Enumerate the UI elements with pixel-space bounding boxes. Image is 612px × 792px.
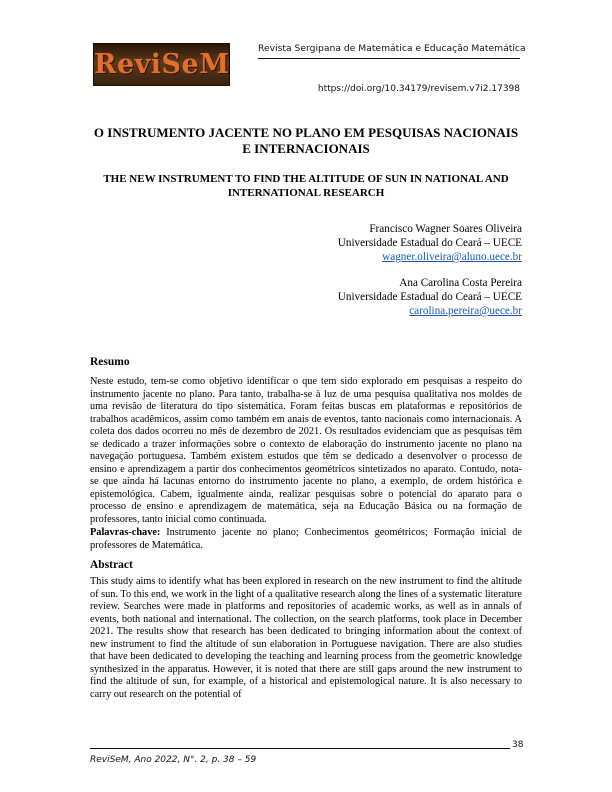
title-english: THE NEW INSTRUMENT TO FIND THE ALTITUDE OF SUN IN NATIONAL AND INTERNATIONAL RESEARCH bbox=[103, 173, 509, 199]
author-affiliation: Universidade Estadual do Ceará – UECE bbox=[337, 237, 522, 249]
keywords-paragraph bbox=[90, 527, 522, 552]
author-email-link[interactable]: carolina.pereira@uece.br bbox=[409, 305, 522, 317]
keywords-label: Palavras-chave: bbox=[90, 527, 161, 538]
doi-link[interactable]: https://doi.org/10.34179/revisem.v7i2.17398 bbox=[317, 84, 520, 94]
author-affiliation: Universidade Estadual do Ceará – UECE bbox=[337, 291, 522, 303]
footer-citation: ReviSeM, Ano 2022, N°. 2, p. 38 – 59 bbox=[90, 755, 257, 765]
author-name: Francisco Wagner Soares Oliveira bbox=[369, 223, 522, 235]
keywords-text: Instrumento jacente no plano; Conhecimentos geométricos; Formação inicial de professores de Matemática. bbox=[90, 527, 522, 551]
abstract-body: This study aims to identify what has been explored in research on the new instrument to find the altitude of sun. To this end, we work in the light of a qualitative research along the lines of a systematic literature review. Searches were made in platforms and repositories of academic works, as well as in annals of events, both national and international. The collection, on the search platforms, took place in December 2021. The results show that research has been dedicated to bringing information about the context of new instrument to find the altitude of sun elaboration in Portuguese navigation. There are also studies that have been dedicated to developing the teaching and learning process from the geometric knowledge synthesized in the apparatus. However, it is noted that there are still gaps around the new instrument to find the altitude of sun, for example, of a historical and epistemological nature. It is also necessary to carry out research on the potential of bbox=[90, 576, 522, 700]
author-name: Ana Carolina Costa Pereira bbox=[399, 277, 522, 289]
author-block-2 bbox=[338, 276, 522, 318]
revisem-logo bbox=[93, 43, 230, 86]
resumo-body: Neste estudo, tem-se como objetivo identificar o que tem sido explorado em pesquisas a respeito do instrumento jacente no plano. Para tanto, trabalha-se à luz de uma pesquisa qualitativa nos moldes de uma revisão de literatura do tipo sistemática. Foram feitas buscas em plataformas e repositórios de trabalhos acadêmicos, assim como também em anais de eventos, tanto nacionais como internacionais. A coleta dos dados ocorreu no mês de dezembro de 2021. Os resultados evidenciam que as pesquisas têm se dedicado a trazer informações sobre o contexto de elaboração do instrumento jacente no plano na navegação portuguesa. Também existem estudos que têm se dedicado a desenvolver o processo de ensino e aprendizagem a partir dos conhecimentos geométricos sintetizados no aparato. Contudo, nota-se que ainda há lacunas entorno do instrumento jacente no plano, a exemplo, de ordem histórica e epistemológica. Cabem, igualmente ainda, realizar pesquisas sobre o potencial do aparato para o processo de ensino e aprendizagem de matemática, seja na Educação Básica ou na formação de professores, tanto inicial como continuada. bbox=[90, 376, 522, 525]
author-email-link[interactable]: wagner.oliveira@aluno.uece.br bbox=[382, 251, 522, 263]
header-divider bbox=[258, 58, 520, 59]
journal-name: Revista Sergipana de Matemática e Educação Matemática bbox=[258, 43, 526, 54]
abstract-heading: Abstract bbox=[90, 559, 133, 571]
logo-text: ReviSeM bbox=[94, 49, 230, 80]
title-portuguese: O INSTRUMENTO JACENTE NO PLANO EM PESQUISAS NACIONAIS E INTERNACIONAIS bbox=[93, 125, 519, 156]
resumo-heading: Resumo bbox=[90, 356, 130, 368]
author-block-1 bbox=[338, 222, 522, 264]
footer-divider bbox=[90, 748, 510, 749]
page-number: 38 bbox=[512, 740, 524, 750]
